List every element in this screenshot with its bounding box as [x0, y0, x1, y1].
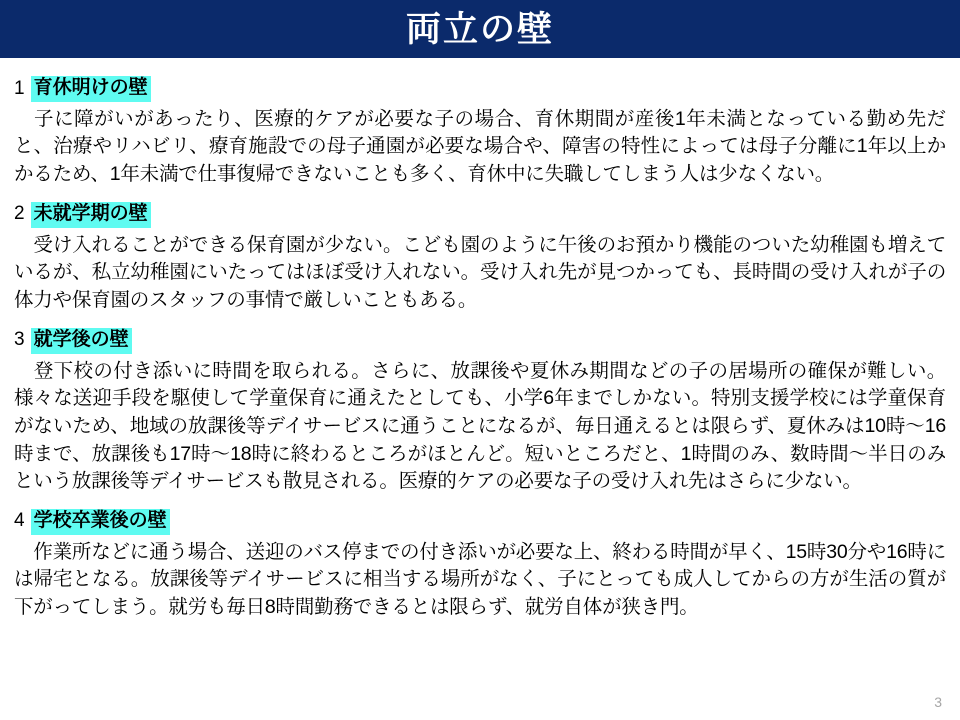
section-body: 登下校の付き添いに時間を取られる。さらに、放課後や夏休み期間などの子の居場所の確保が難しい。様々な送迎手段を駆使して学童保育に通えたとしても、小学6年までしかない。特別支援学校には学童保育がないため、地域の放課後等デイサービスに通うことになるが、毎日通えるとは限らず、夏休みは10時～16時まで、放課後も17時～18時に終わるところがほとんど。短いところだと、1時間のみ、数時間～半日のみという放課後等デイサービスも散見される。医療的ケアの必要な子の受け入れ先はさらに少ない。	[14, 359, 946, 493]
section-label: 学校卒業後の壁	[31, 509, 170, 535]
section-label: 就学後の壁	[31, 328, 132, 354]
slide-title-bar	[0, 0, 960, 58]
section-body: 作業所などに通う場合、送迎のバス停までの付き添いが必要な上、終わる時間が早く、15時30分や16時には帰宅となる。放課後等デイサービスに相当する場所がなく、子にとっても成人してからの方が生活の質が下がってしまう。就労も毎日8時間勤務できるとは限らず、就労自体が狭き門。	[14, 540, 946, 619]
section-label: 育休明けの壁	[31, 76, 151, 102]
section-gakkou-sotsugyougo	[14, 509, 946, 622]
page-number: 3	[934, 694, 942, 710]
section-shuugakugo	[14, 328, 946, 496]
section-heading	[14, 328, 946, 354]
section-body: 子に障がいがあったり、医療的ケアが必要な子の場合、育休期間が産後1年未満となっている勤め先だと、治療やリハビリ、療育施設での母子通園が必要な場合や、障害の特性によっては母子分離に1年以上かかるため、1年未満で仕事復帰できないことも多く、育休中に失職してしまう人は少なくない。	[14, 107, 946, 186]
section-body: 受け入れることができる保育園が少ない。こども園のように午後のお預かり機能のついた幼稚園も増えているが、私立幼稚園にいたってはほぼ受け入れない。受け入れ先が見つかっても、長時間の受け入れが子の体力や保育園のスタッフの事情で厳しいこともある。	[14, 233, 946, 312]
section-number: 2	[14, 203, 25, 225]
section-number: 3	[14, 329, 25, 351]
section-number: 4	[14, 510, 25, 532]
section-ikukyu-ake	[14, 76, 946, 189]
page-title: 両立の壁	[405, 9, 554, 49]
section-heading	[14, 202, 946, 228]
section-heading	[14, 76, 946, 102]
section-label: 未就学期の壁	[31, 202, 151, 228]
section-number: 1	[14, 77, 25, 99]
section-mishuugakuki	[14, 202, 946, 315]
section-heading	[14, 509, 946, 535]
slide-content	[0, 58, 960, 622]
